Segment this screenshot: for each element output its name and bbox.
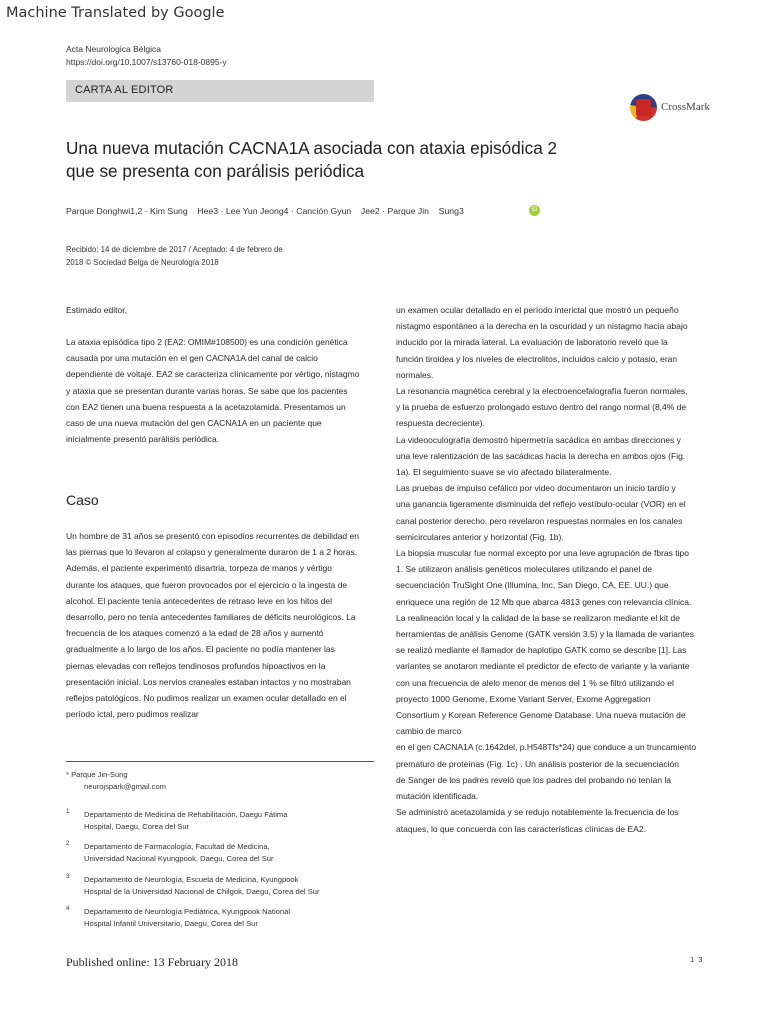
- text-line: inducido por la mirada lateral. La evaluación de laboratorio reveló que la: [396, 337, 668, 348]
- affiliation-line: Departamento de Neurología Pediátrica, Kyungpook National: [84, 907, 291, 916]
- affiliation-line: Hospital, Daegu, Corea del Sur: [84, 822, 190, 832]
- text-line: Se administró acetazolamida y se redujo notablemente la frecuencia de los: [396, 807, 679, 818]
- text-line: y ataxia que se presentan durante varias horas. Se sabe que los pacientes: [66, 385, 348, 396]
- text-line: La ataxia episódica tipo 2 (EA2: OMIM#108500) es una condición genética: [66, 337, 348, 347]
- text-line: La biopsia muscular fue normal excepto por una leve agrupación de fbras tipo: [396, 548, 689, 559]
- text-line: Las pruebas de impulso cefálico por video documentaron un inicio tardío y: [396, 483, 676, 494]
- text-line: período ictal, pero pudimos realizar: [66, 709, 199, 720]
- salutation-text: Estimado editor,: [66, 305, 127, 315]
- text-line: prematuro de proteínas (Fig. 1c) . Un análisis posterior de la secuenciación: [396, 758, 680, 769]
- affiliation-number: 3: [66, 874, 70, 880]
- text-line: un examen ocular detallado en el período interictal que mostró un pequeño: [396, 305, 679, 315]
- text-line: 1a). El seguimiento suave se vio afectado bilateralmente.: [396, 467, 612, 478]
- received-line: Recibido: 14 de diciembre de 2017 / Aceptado: 4 de febrero de: [66, 245, 283, 254]
- doi-link[interactable]: https://doi.org/10.1007/s13760-018-0895-y: [66, 57, 227, 67]
- text-line: canal posterior derecho, pero revelaron respuestas normales en los canales: [396, 515, 683, 526]
- text-line: respuesta decreciente).: [396, 418, 485, 429]
- text-line: con una frecuencia de alelo menor de menos del 1 % se filtró utilizando el: [396, 677, 674, 688]
- section-label: CARTA AL EDITOR: [75, 84, 174, 96]
- text-line: durante los ataques, que fueron provocados por el ejercicio o la ingesta de: [66, 579, 348, 590]
- corresponding-email[interactable]: neurojspark@gmail.com: [84, 782, 166, 791]
- article-title: [66, 137, 626, 183]
- crossmark-bookmark-icon: [636, 99, 651, 116]
- text-line: ataques, lo que concuerda con las características clínicas de EA2.: [396, 823, 646, 834]
- affiliation-line: Hospital Infantil Universitario, Daegu, Corea del Sur: [84, 919, 258, 929]
- text-line: las piernas que lo llevaron al colapso y generalmente duraron de 1 a 2 horas.: [66, 547, 358, 558]
- salutation: [66, 302, 376, 318]
- text-line: La videooculografía demostró hipermetría sacádica en ambas direcciones y: [396, 434, 681, 445]
- journal-name: Acta Neurologica Bélgica: [66, 44, 161, 54]
- text-line: cambio de marco: [396, 726, 462, 737]
- machine-translation-banner: Machine Translated by Google: [6, 5, 225, 21]
- text-line: alcohol. El paciente tenía antecedentes de retraso leve en los hitos del: [66, 595, 333, 606]
- right-column-text: [396, 302, 716, 837]
- published-date: Published online: 13 February 2018: [66, 955, 238, 969]
- affiliation-line: Departamento de Medicina de Rehabilitación, Daegu Fátima: [84, 810, 288, 819]
- orcid-icon[interactable]: iD: [529, 205, 540, 216]
- intro-paragraph: [66, 334, 376, 447]
- affiliation-number: 2: [66, 841, 70, 847]
- text-line: enriquece una región de 12 Mb que abarca 4813 genes con relevancia clínica.: [396, 596, 692, 607]
- crossmark-badge[interactable]: [630, 94, 740, 122]
- text-line: una ganancia ligeramente disminuida del reflejo vestíbulo-ocular (VOR) en el: [396, 499, 686, 510]
- text-line: causada por una mutación en el gen CACNA1A del canal de calcio: [66, 353, 318, 364]
- text-line: normales.: [396, 369, 434, 380]
- case-paragraph: [66, 528, 376, 722]
- affiliation-number: 1: [66, 809, 70, 815]
- text-line: en el gen CACNA1A (c.1642del, p.H548Tfs*24) que conduce a un truncamiento: [396, 742, 697, 753]
- text-line: dependiente de voltaje. EA2 se caracteriza clínicamente por vértigo, nistagmo: [66, 369, 360, 380]
- affiliation-line: Departamento de Neurología, Escuela de Medicina, Kyungpook: [84, 875, 299, 884]
- text-line: semicirculares anterior y horizontal (Fig. 1b).: [396, 531, 564, 542]
- title-line: Una nueva mutación CACNA1A asociada con ataxia episódica 2: [66, 138, 558, 158]
- affiliation-line: Universidad Nacional Kyungpook, Daegu, Corea del Sur: [84, 854, 274, 864]
- text-line: Además, el paciente experimentó disartria, torpeza de manos y vértigo: [66, 563, 332, 574]
- text-line: 1. Se utilizaron análisis genéticos moleculares utilizando el panel de: [396, 564, 653, 575]
- text-line: piernas elevadas con reflejos tendinosos profundos hipoactivos en la: [66, 660, 326, 671]
- text-line: gradualmente a lo largo de los años. El paciente no podía mantener las: [66, 644, 335, 655]
- text-line: inicialmente presentó parálisis periódica.: [66, 434, 220, 445]
- corresponding-author: [66, 769, 166, 793]
- text-line: Un hombre de 31 años se presentó con episodios recurrentes de debilidad en: [66, 531, 359, 541]
- text-line: caso de una nueva mutación del gen CACNA1A en un paciente que: [66, 418, 322, 429]
- text-line: mutación identificada.: [396, 791, 479, 802]
- text-line: una leve ralentización de las sacádicas hacia la derecha en ambos ojos (Fig.: [396, 450, 686, 461]
- page-number: 1 3: [690, 955, 704, 964]
- corresponding-name: * Parque Jin-Sung: [66, 770, 128, 779]
- section-heading-caso: Caso: [66, 492, 99, 508]
- text-line: frecuencia de los ataques comenzó a la edad de 28 años y aumentó: [66, 628, 324, 639]
- affiliation-number: 4: [66, 906, 70, 912]
- section-label-bar: [66, 80, 374, 102]
- text-line: función tiroidea y los niveles de electrolitos, incluidos calcio y potasio, eran: [396, 353, 678, 364]
- text-line: presentación inicial. Los nervios craneales estaban intactos y no mostraban: [66, 676, 351, 687]
- text-line: variantes se anotaron mediante el predictor de efecto de variante y la variante: [396, 661, 690, 672]
- title-line: que se presenta con parálisis periódica: [66, 161, 365, 181]
- affiliation-line: Departamento de Farmacología, Facultad de Medicina,: [84, 842, 270, 851]
- text-line: reflejos patológicos. No pudimos realizar un examen ocular detallado en el: [66, 693, 347, 704]
- text-line: de Sanger de los padres reveló que los padres del probando no tenían la: [396, 774, 672, 785]
- text-line: La resonancia magnética cerebral y la electroencefalografía fueron normales,: [396, 386, 688, 397]
- affiliation-line: Hospital de la Universidad Nacional de Chilgok, Daegu, Corea del Sur: [84, 887, 320, 897]
- text-line: La realineación local y la calidad de la base se realizaron mediante el kit de: [396, 612, 680, 623]
- received-dates: [66, 243, 326, 269]
- copyright-line: 2018 © Sociedad Belga de Neurología 2018: [66, 258, 219, 267]
- text-line: secuenciación TruSight One (Illumina, Inc, San Diego, CA, EE. UU.) que: [396, 580, 669, 591]
- crossmark-label: CrossMark: [661, 101, 710, 113]
- text-line: se realizó mediante el llamador de haplotipo GATK como se describe [1]. Las: [396, 645, 687, 656]
- text-line: con EA2 tienen una buena respuesta a la acetazolamida. Presentamos un: [66, 401, 346, 412]
- text-line: y la prueba de esfuerzo prolongado estuvo dentro del rango normal (8,4% de: [396, 402, 687, 413]
- text-line: desarrollo, pero no tenía antecedentes familiares de déficits neurológicos. La: [66, 612, 356, 623]
- author-list: Parque Donghwi1,2 · Kim Sung Hee3 · Lee Yun Jeong4 · Canción Gyun Jee2 · Parque Jin Sung3: [66, 206, 464, 216]
- journal-header: [66, 43, 227, 69]
- text-line: herramientas de análisis Genome (GATK versión 3.5) y la llamada de variantes: [396, 629, 694, 640]
- footnote-divider: [66, 761, 374, 762]
- text-line: proyecto 1000 Genome, Exome Variant Server, Exome Aggregation: [396, 693, 651, 704]
- text-line: nistagmo espontáneo a la derecha en la oscuridad y un nistagmo hacia abajo: [396, 321, 688, 332]
- text-line: Consortium y Korean Reference Genome Database. Una nueva mutación de: [396, 710, 686, 721]
